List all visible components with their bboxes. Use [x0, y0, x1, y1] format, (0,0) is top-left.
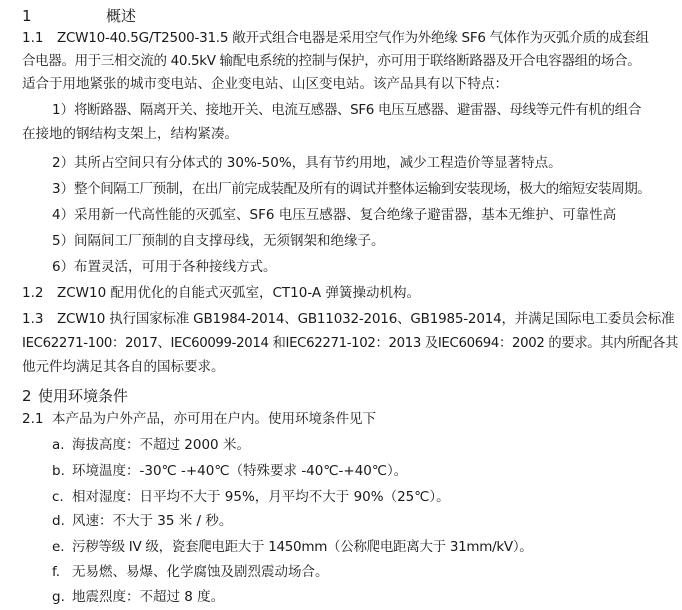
section-2-title: 使用环境条件 — [38, 387, 129, 405]
para-1-3-line-2: IEC62271-100：2017、IEC60099-2014 和IEC62271-102：2013 及IEC60694：2002 的要求。其内所配各其 — [22, 335, 679, 351]
para-1-1-line-3: 适合于用地紧张的城市变电站、企业变电站、山区变电站。该产品具有以下特点： — [22, 76, 508, 92]
para-1-1-line-2: 合电器。用于三相交流的 40.5kV 输配电系统的控制与保护，亦可用于联络断路器及开合电容器组的场合。 — [22, 53, 641, 69]
condition-f-text: 无易燃、易爆、化学腐蚀及剧烈震动场合。 — [72, 564, 329, 580]
feature-4-line-1: 采用新一代高性能的灭弧室、SF6 电压互感器、复合绝缘子避雷器，基本无维护、可靠性高 — [74, 207, 617, 223]
condition-g-text: 地震烈度：不超过 8 度。 — [72, 589, 225, 605]
feature-1-line-2: 在接地的钢结构支架上，结构紧凑。 — [22, 126, 238, 142]
condition-g-marker: g. — [52, 589, 65, 605]
condition-a-marker: a. — [52, 437, 65, 453]
feature-5-marker: 5） — [52, 233, 75, 249]
para-1-1-line-1: ZCW10-40.5G/T2500-31.5 敞开式组合电器是采用空气作为外绝缘 SF6 气体作为灭弧介质的成套组 — [57, 30, 649, 46]
condition-b-text: 环境温度：-30℃ -+40℃（特殊要求 -40℃-+40℃）。 — [72, 463, 408, 479]
feature-2-line-1: 其所占空间只有分体式的 30%-50%，具有节约用地，减少工程造价等显著特点。 — [74, 155, 562, 171]
condition-f-marker: f. — [52, 564, 61, 580]
feature-6-marker: 6） — [52, 259, 75, 275]
para-1-3-line-1: ZCW10 执行国家标准 GB1984-2014、GB11032-2016、GB1985-2014，并满足国际电工委员会标准 — [57, 311, 675, 327]
condition-d-marker: d. — [52, 513, 65, 529]
feature-1-marker: 1） — [52, 102, 75, 118]
section-1-number: 1 — [22, 7, 32, 25]
feature-1-line-1: 将断路器、隔离开关、接地开关、电流互感器、SF6 电压互感器、避雷器、母线等元件有机的组合 — [74, 102, 641, 118]
feature-4-marker: 4） — [52, 207, 75, 223]
para-1-3-line-3: 他元件均满足其各自的国标要求。 — [22, 359, 225, 375]
feature-3-line-1: 整个间隔工厂预制，在出厂前完成装配及所有的调试并整体运输到安装现场，极大的缩短安装周期。 — [74, 181, 651, 197]
condition-c-marker: c. — [52, 489, 64, 505]
para-1-2-text: ZCW10 配用优化的自能式灭弧室，CT10-A 弹簧操动机构。 — [57, 285, 420, 301]
section-1-title: 概述 — [106, 7, 137, 25]
condition-e-marker: e. — [52, 539, 65, 555]
condition-e-text: 污秽等级 IV 级，瓷套爬电距大于 1450mm（公称爬电距离大于 31mm/kV）。 — [72, 539, 533, 555]
condition-b-marker: b. — [52, 463, 65, 479]
feature-5-line-1: 间隔间工厂预制的自支撑母线，无须钢架和绝缘子。 — [74, 233, 385, 249]
condition-d-text: 风速：不大于 35 米 / 秒。 — [72, 513, 233, 529]
para-1-2-number: 1.2 — [22, 285, 44, 301]
para-2-1-text: 本产品为户外产品，亦可用在户内。使用环境条件见下 — [52, 411, 376, 427]
para-1-1-number: 1.1 — [22, 30, 44, 46]
feature-2-marker: 2） — [52, 155, 75, 171]
condition-a-text: 海拔高度：不超过 2000 米。 — [72, 437, 250, 453]
condition-c-text: 相对湿度：日平均不大于 95%，月平均不大于 90%（25℃）。 — [72, 489, 450, 505]
para-2-1-number: 2.1 — [22, 411, 44, 427]
feature-3-marker: 3） — [52, 181, 75, 197]
section-2-number: 2 — [22, 387, 32, 405]
feature-6-line-1: 布置灵活，可用于各种接线方式。 — [74, 259, 277, 275]
para-1-3-number: 1.3 — [22, 311, 44, 327]
